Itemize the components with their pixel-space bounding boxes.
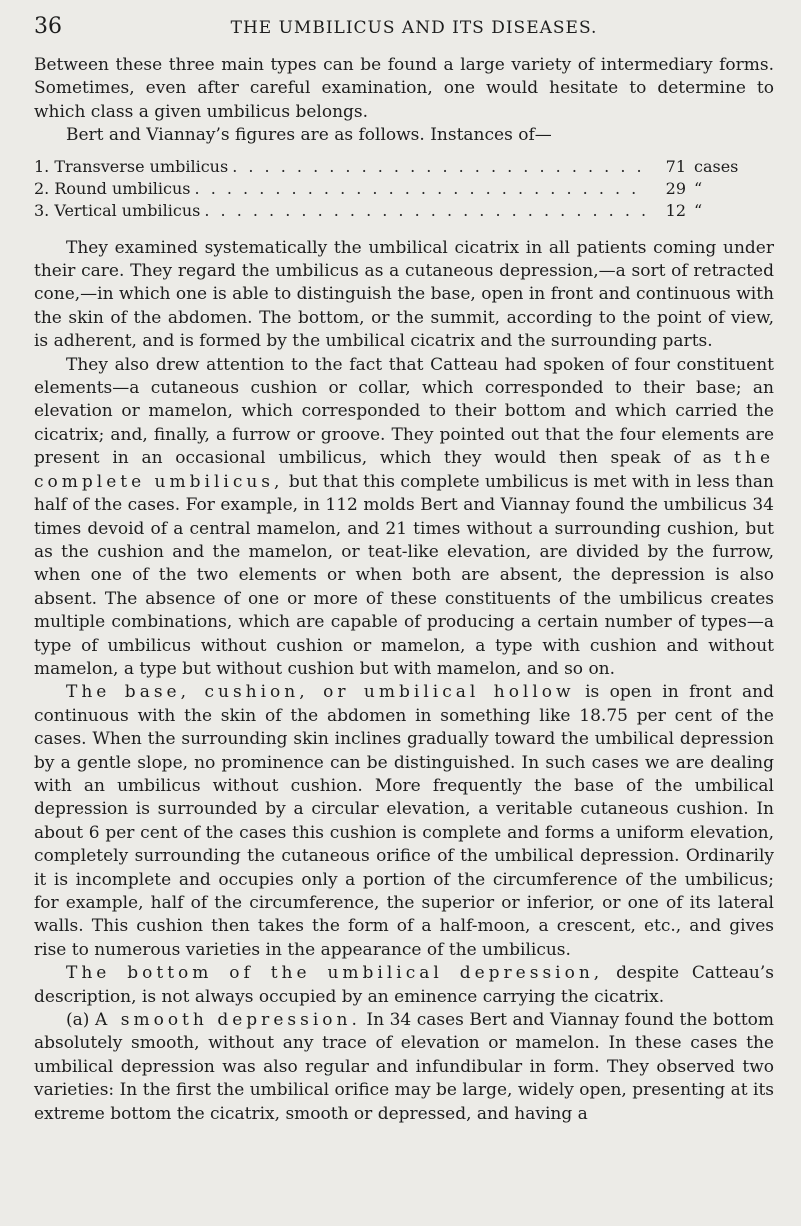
paragraph-figures-intro: Bert and Viannay’s figures are as follows. Instances of—: [66, 125, 552, 146]
paragraph-bottom-depression: [34, 962, 774, 1009]
dot-leader: [204, 200, 648, 222]
list-item: [34, 200, 774, 222]
text-span: is open in front and continuous with the skin of the abdomen in something like 18.75 per cent of the cases. When the surrounding skin inclines gradually toward the umbilical depression by a gentle slope, no prominence can be distinguished. In such cases we are dealing with an umbilicus without cushion. More frequently the base of the umbilical depression is surrounded by a circular elevation, a veritable cutaneous cushion. In about 6 per cent of the cases this cushion is complete and forms a uniform elevation, completely surrounding the cutaneous orifice of the umbilical depression. Ordinarily it is incomplete and occupies only a portion of the circumference of the umbilicus; for example, half of the circumference, the superior or inferior, or one of its lateral walls. This cushion then takes the form of a half-moon, a crescent, etc., and gives rise to numerous varieties in the appearance of the umbilicus.: [34, 682, 774, 960]
text-span: but that this complete umbilicus is met with in less than half of the cases. For example, in 112 molds Bert and Viannay found the umbilicus 34 times devoid of a central mamelon, and 21 times without a surrounding cushion, but as the cushion and the mamelon, or teat-like elevation, are divided by the furrow, when one of the two elements or when both are absent, the depression is also absent. The absence of one or more of these constituents of the umbilicus creates multiple combinations, which are capable of producing a certain number of types—a type of umbilicus without cushion or mamelon, a type with cushion and without mamelon, a type but without cushion but with mamelon, and so on.: [34, 471, 775, 679]
text-span: (a): [66, 1010, 90, 1031]
text-span: They also drew attention to the fact that Catteau had spoken of four constituent elements—a cutaneous cushion or collar, which corresponded to their base; an elevation or mamelon, which corresponded to their bottom and which carried the cicatrix; and, finally, a furrow or groove. They pointed out that the four elements are present in an occasional umbilicus, which they would then speak of as: [34, 354, 774, 469]
paragraph-examination: They examined systematically the umbilical cicatrix in all patients coming under their care. They regard the umbilicus as a cutaneous depression,—a sort of retracted cone,—in which one is able to distinguish the base, open in front and continuous with the skin of the abdomen. The bottom, or the summit, according to the point of view, is adherent, and is formed by the umbilical cicatrix and the surrounding parts.: [34, 237, 774, 352]
instances-list: [34, 156, 774, 222]
spaced-term: The bottom of the umbilical depression,: [66, 963, 604, 984]
list-item-label: 1. Transverse umbilicus: [34, 156, 229, 176]
spaced-term: The base, cushion, or umbilical hollow: [66, 682, 575, 703]
body-text: [34, 54, 774, 1126]
dot-leader: [232, 156, 648, 178]
text-span: despite Catteau’s description, is not always occupied by an eminence carrying the cicatrix.: [34, 963, 774, 1007]
list-item-count: 29: [665, 178, 686, 198]
page-number: 36: [34, 14, 62, 39]
paragraph-constituent-elements: [34, 354, 774, 682]
list-item-label: 3. Vertical umbilicus: [34, 200, 201, 220]
list-item-label: 2. Round umbilicus: [34, 178, 191, 198]
paragraph-smooth-depression: [34, 1009, 774, 1126]
running-title: THE UMBILICUS AND ITS DISEASES.: [230, 18, 598, 38]
text-span: In 34 cases Bert and Viannay found the bottom absolutely smooth, without any trace of elevation or mamelon. In these cases the umbilical depression was also regular and infundibular in form. They observed two varieties: In the first the umbilical orifice may be large, widely open, presenting at its extreme bottom the cicatrix, smooth or depressed, and having a: [34, 1010, 775, 1124]
list-item: [34, 156, 774, 178]
list-item-unit: “: [694, 178, 703, 198]
spaced-term: the complete umbilicus,: [34, 448, 775, 492]
paragraph-intermediary-forms: Between these three main types can be found a large variety of intermediary forms. Sometimes, even after careful examination, one would hesitate to determine to which class a given umbilicus belongs.: [34, 55, 774, 122]
running-head: [34, 14, 774, 54]
spaced-term: A smooth depression.: [94, 1010, 361, 1031]
paragraph-base-cushion: [34, 681, 774, 962]
list-item-count: 71: [665, 156, 686, 176]
list-item-count: 12: [665, 200, 686, 220]
list-item-unit: cases: [694, 156, 739, 176]
list-item-unit: “: [694, 200, 703, 220]
list-item: [34, 178, 774, 200]
dot-leader: [195, 178, 648, 200]
